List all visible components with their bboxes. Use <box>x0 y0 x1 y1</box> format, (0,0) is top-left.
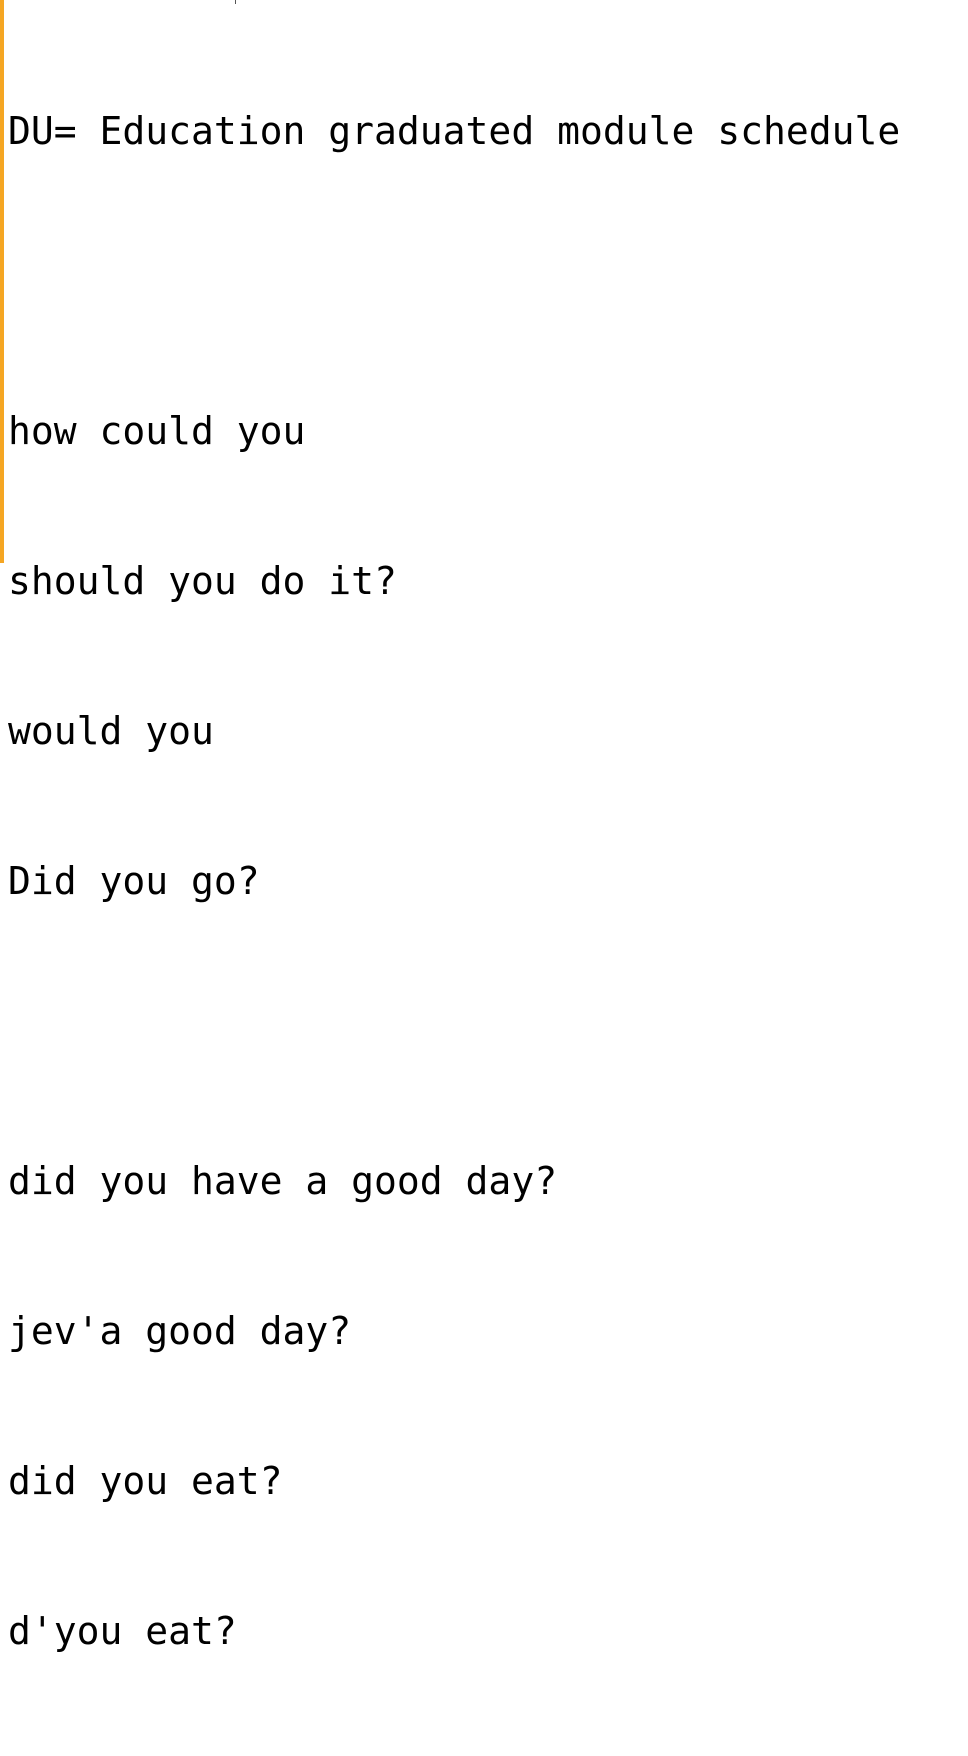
text-line-10: did you eat? <box>8 1459 283 1503</box>
caret-marker <box>235 0 236 4</box>
text-line-11: d'you eat? <box>8 1609 237 1653</box>
text-line-2 <box>8 256 968 306</box>
text-line-4: should you do it? <box>8 559 397 603</box>
text-line-1: DU= Education graduated module schedule <box>8 109 901 153</box>
text-line-9: jev'a good day? <box>8 1309 352 1353</box>
text-line-7 <box>8 1006 968 1056</box>
text-line-8: did you have a good day? <box>8 1159 558 1203</box>
edit-margin-bar <box>0 0 4 563</box>
text-content-area[interactable] <box>8 6 968 1653</box>
text-line-3: how could you <box>8 409 306 453</box>
text-line-6: Did you go? <box>8 859 260 903</box>
text-line-5: would you <box>8 709 214 753</box>
